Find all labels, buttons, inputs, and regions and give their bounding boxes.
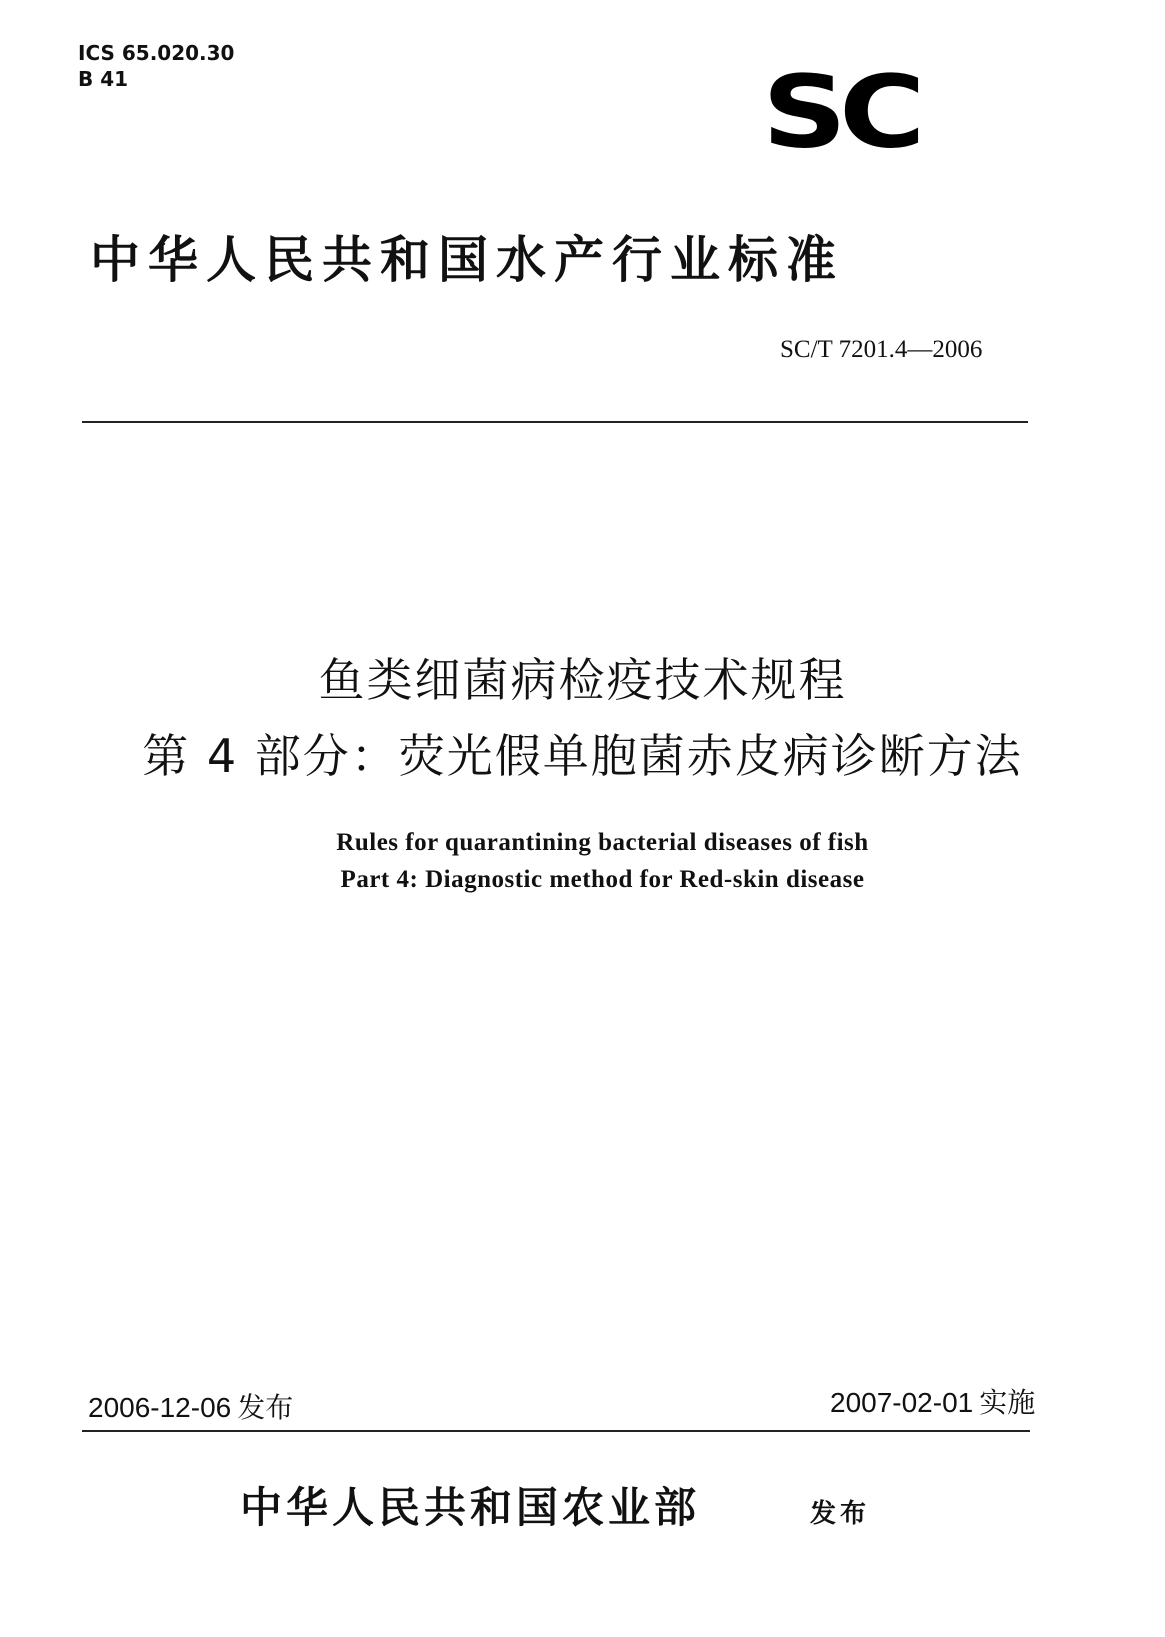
issuer-name: 中华人民共和国农业部 [240, 1483, 701, 1532]
title-en-line2: Part 4: Diagnostic method for Red-skin disease [340, 866, 865, 893]
standard-number: SC/T 7201.4—2006 [780, 336, 983, 363]
issue-label: 发布 [237, 1392, 294, 1423]
issue-date-block [88, 1390, 293, 1426]
implement-date: 2007-02-01 [830, 1387, 974, 1418]
top-divider [82, 421, 1028, 423]
ccs-code: B 41 [78, 67, 129, 91]
title-en-line1: Rules for quarantining bacterial diseases of fish [336, 829, 869, 856]
ics-code: ICS 65.020.30 [78, 41, 235, 65]
issuer-action: 发布 [810, 1499, 871, 1529]
implement-date-block [830, 1385, 1035, 1421]
sc-logo: SC [762, 53, 918, 171]
standard-category-title: 中华人民共和国水产行业标准 [90, 230, 844, 289]
bottom-divider [82, 1430, 1030, 1432]
issue-date: 2006-12-06 [88, 1392, 232, 1423]
implement-label: 实施 [979, 1387, 1036, 1418]
title-cn-line1: 鱼类细菌病检疫技术规程 [318, 653, 847, 707]
title-cn-line2: 第 4 部分：荧光假单胞菌赤皮病诊断方法 [142, 729, 1023, 783]
classification-codes [78, 40, 234, 92]
